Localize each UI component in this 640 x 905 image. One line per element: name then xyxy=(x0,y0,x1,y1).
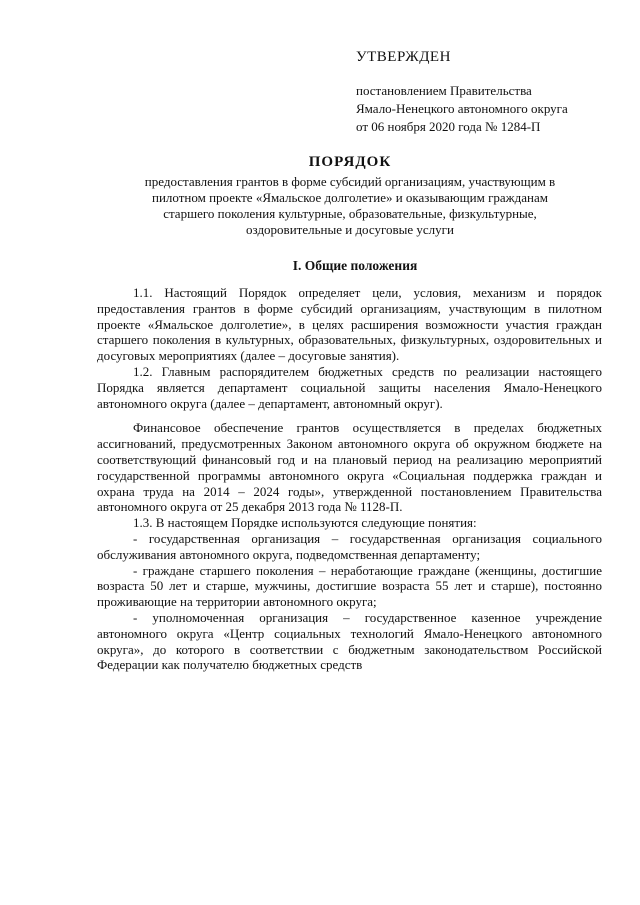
approval-line: Ямало-Ненецкого автономного округа xyxy=(356,101,568,116)
paragraph-1-2: 1.2. Главным распорядителем бюджетных средств по реализации настоящего Порядка является департамент социальной защиты населения Ямало-Ненецкого автономного округа (далее – департамент, автономный округ). xyxy=(97,363,602,411)
document-title: ПОРЯДОК xyxy=(308,154,392,170)
approval-line: постановлением Правительства xyxy=(356,83,532,98)
definition-item: - государственная организация – государственная организация социального обслуживания автономного округа, подведомственная департаменту; xyxy=(97,530,602,562)
subtitle-line: оздоровительные и досуговые услуги xyxy=(246,222,454,237)
subtitle-line: предоставления грантов в форме субсидий организациям, участвующим в xyxy=(144,174,556,189)
definition-item: - граждане старшего поколения – неработающие граждане (женщины, достигшие возраста 50 лет и старше, мужчины, достигшие возраста 55 лет и старше), постоянно проживающие на территории автономного округа; xyxy=(97,562,602,610)
subtitle-line: пилотном проекте «Ямальское долголетие» и оказывающим гражданам xyxy=(151,190,548,205)
document-subtitle xyxy=(92,174,608,238)
section-body xyxy=(97,285,602,673)
approval-title: УТВЕРЖДЕН xyxy=(356,49,451,65)
paragraph-financing: Финансовое обеспечение грантов осуществляется в пределах бюджетных ассигнований, предусмотренных Законом автономного округа об окружном бюджете на соответствующий финансовый год и на плановый период на реализацию мероприятий государственной программы автономного округа «Социальная поддержка граждан и охрана труда на 2014 – 2024 годы», утвержденной постановлением Правительства автономного округа от 25 декабря 2013 года № 1128-П. xyxy=(97,420,602,515)
paragraph-1-3: 1.3. В настоящем Порядке используются следующие понятия: xyxy=(133,515,477,531)
approval-stamp-block xyxy=(356,49,616,136)
paragraph-1-1: 1.1. Настоящий Порядок определяет цели, условия, механизм и порядок предоставления грантов в форме субсидий организациям, участвующим в пилотном проекте «Ямальское долголетие», в целях расширения возможности участия граждан старшего поколения в культурных, образовательных, физкультурных, оздоровительных и досуговых мероприятиях (далее – досуговые занятия). xyxy=(97,285,602,364)
definition-item: - уполномоченная организация – государственное казенное учреждение автономного округа «Центр социальных технологий Ямало-Ненецкого автономного округа», до которого в соответствии с бюджетным законодательством Российской Федерации как получателю бюджетных средств xyxy=(97,609,602,673)
section-heading: I. Общие положения xyxy=(292,258,418,273)
approval-line: от 06 ноября 2020 года № 1284-П xyxy=(356,119,541,134)
subtitle-line: старшего поколения культурные, образовательные, физкультурные, xyxy=(163,206,537,221)
